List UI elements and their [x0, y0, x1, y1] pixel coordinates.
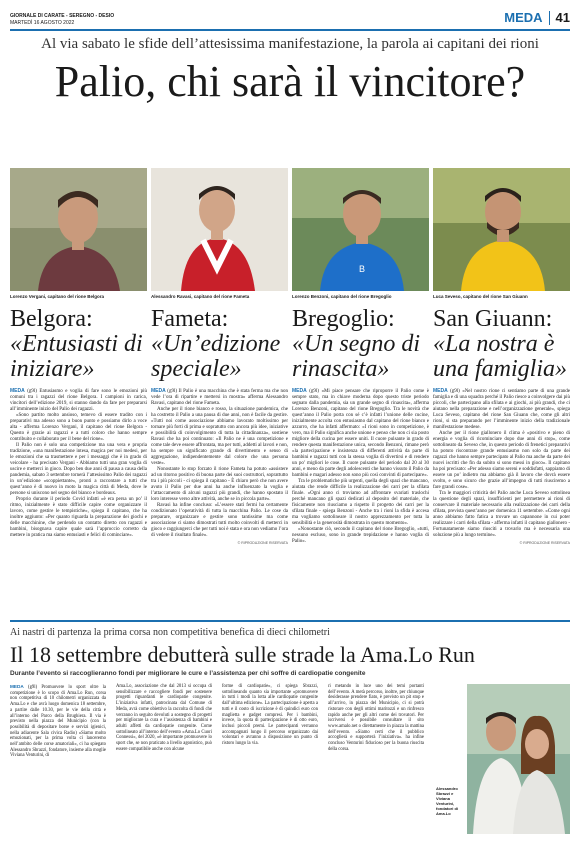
photo-caption: Lorenzo Vergani, capitano del rione Belgora [10, 294, 105, 299]
rione-title: Fameta: [151, 306, 229, 332]
paragraph: (g9l) Il Palio è una macchina che è stata ferma ma che non vede l’ora di ripartire e mettersi in mostra» afferma Alessandro Ravasi, capitano del rione Fameta. [151, 389, 288, 406]
location-tag: MEDA [292, 388, 307, 394]
paragraph: ri metando in luce uno dei temi portanti dell’evento. A metà percorso, inoltre, per chiunque desiderasse prendere fiato, è previsto un pit stop e all’arrivo, in piazza del Municipio, ci si potrà ristorare con degli ottimi maritozzi e un rinfresco rapido anche per gli altri come dei trovatori. Per iscriversi è possibile consultare il sito www.amalo.net o direttamente in piazza la mattina dell’evento. «Siamo certi che il pubblico accoglierà e supporterà l’iniziativa». ha infine concluso Venturini fiducioso per la buona riuscita della corsa. [328, 684, 424, 752]
secondary-kicker: Ai nastri di partenza la prima corsa non competitiva benefica di dieci chilometri [10, 627, 330, 638]
paragraph: «Nonostante ciò, secondo il capitano del rione Bregoglio, «tutti, nessuno escluso, sono in grande trepidazione e hanno voglia di Palio». [292, 527, 429, 544]
article-body [433, 388, 570, 539]
issue-date: MARTEDÌ 16 AGOSTO 2022 [10, 19, 75, 26]
location-tag: MEDA [10, 388, 25, 394]
masthead [10, 13, 114, 26]
rione-title: San Giuann: [433, 306, 553, 332]
section-divider [10, 620, 570, 622]
rione-title: Bregoglio: [292, 306, 395, 332]
paragraph: Anche per il rione giallonero il clima è «positivo e pieno di energia e voglia di ricominciare dopo due anni di stop», come sottolineato da Seveso che, in questo periodo di frenetici preparativi ha potuto riscontrare grande entusiasmo non solo da parte dei ragazzi che hanno sempre partecipato al Palio ma anche da parte dei nuovi iscritti che fin da subito si sono messi in gioco». Il capitano ha poi precisato: «Per adesso siamo sereni e soddisfatti, sappiamo di essere un po’ indietro ma abbiamo già il lavoro che dovrà essere svolto, e sono sicuro che grazie all’impegno di tutti riusciremo a fare grandi cose». [433, 431, 570, 490]
publication-name: GIORNALE DI CARATE - SEREGNO - DESIO [10, 13, 115, 19]
rione-quote: «Un’edizione speciale» [151, 331, 281, 382]
secondary-column-4 [328, 684, 424, 752]
article-body [10, 388, 147, 539]
paragraph: (g9l) Entusiasmo e voglia di fare sono le emozioni più comuni tra i ragazzi del rione Belgora. I campioni in carica, vincitori dell’edizione 2019, si stanno dando da fare per prepararsi all’imminente inizio del Palio dei ragazzi. [10, 389, 147, 412]
photo-alessandro-ravasi [151, 168, 288, 291]
article-body [222, 684, 318, 747]
paragraph: Il Palio non è solo una competizione ma una vera e propria tradizione, «una manifestazione intesa, magica per noi medesi, per le emozioni che sa trasmettere e per i messaggi che è in grado di veicolare - ha precisato Vergani - Abbiamo tutti una gran voglia di uscire e metterci in gioco. Dopo ben due anni di pausa a causa della pandemia, sabato 3 settembre tornerà l’attesissimo Palio dei ragazzi in un’edizione «scoppiettante», pronti a raccontare a tutti che quest’anno è di nuovo in moto la magica città di Meda, dove le persone si uniscono nel segno del bianco e bordeaux. [10, 443, 147, 496]
location-tag: MEDA [433, 388, 448, 394]
paragraph: Tra le maggiori criticità del Palio anche Luca Seveso sottolinea la questione degli spazi, insufficienti per permettere ai rioni di conservare il materiale necessario alla realizzazione dei carri della sfilata, prevista quest’anno per domenica 11 settembre. «Come ogni anno abbiamo fatto fatica a trovare un capannone in cui poter realizzare i carri della sfilata - afferma infatti il capitano giallonero - Fortunatamente siamo riusciti a trovarlo ma è necessaria una soluzione più a lungo termine». [433, 491, 570, 538]
secondary-photo-caption: Alessandro Sbrazzi e Viviana Venturini, fondatori di Ama.Lo [436, 786, 458, 816]
article-bregoglio [292, 168, 429, 545]
photo-caption: Alessandro Ravasi, capitano del rione Fameta [151, 294, 250, 299]
page-marker [504, 10, 570, 25]
paragraph: (g9l) Promuovere lo sport oltre la competizione è lo scopo di Ama.Lo Run, corsa non competitiva di 10 chilometri organizzata da Ama.Lo e che avrà luogo domenica 18 settembre, a partire dalle 10.30, per le vie della città e all’interno del Parco della Brughiera. Il via è previsto nella piazza del Municipio (con la possibilità di depositare borse e servizi igienici, nella adiacente Sala civica Radio) «Siamo molto emozionati, per la prima volta ci lanceremo nell’ambito delle corse amatoriali», ci ha spiegato Alessandro Sbrazzi, fondatore, insieme alla moglie Viviana Venturini, di [10, 685, 106, 759]
article-belgora [10, 168, 147, 539]
main-kicker: Al via sabato le sfide dell’attesissima manifestazione, la parola ai capitani dei rioni [41, 36, 539, 52]
secondary-standfirst: Durante l’evento si raccoglieranno fondi per migliorare le cure e l’assistenza per chi soffre di cardiopatie congenite [10, 670, 366, 677]
paragraph: Proprio durante il periodo Covid infatti «è era persa un po’ il ritmo, inizialmente è stato difficile capire come organizzare il lavoro, come gestire le tempistiche», spiega il capitano, che ha inoltre aggiunto: «Per quanto riguarda la preparazione dei giochi e delle macchinine, che perdendo un contatto diretto con ragazzi e bambini, bisognava capire quale sarà l’approccio corretto da mettere in pratica ma siamo entusiasti e felici di cominciare». [10, 497, 147, 538]
paragraph: forme di cardiopatie», ci spiega Sbrazzi, sottolineando quanto sia importante «promuovere in tutti i modi la lotta alle cardiopatie congenite dall’ultima edizione». La partecipazione è aperta a tutti e il costo di iscrizione è di quindici euro con maglietta e gadget compresi. Per i bambini, invece, la quota di partecipazione è di otto euro, inclusi piccoli premi. Le partecipanti verranno accompagnati lungo il percorso organizzato dai volontari e avranno a disposizione un punto di ristoro lungo la via. [222, 684, 318, 747]
location-tag: MEDA [151, 388, 166, 394]
svg-text:B: B [358, 264, 366, 274]
copyright-note: © RIPRODUZIONE RISERVATA [519, 541, 570, 545]
paragraph: (g9l) «Mi piace pensare che riproporre il Palio come è sempre stato, ma in chiave moderna dopo questo triste periodo segnato dalla pandemia, sia un grande segno di rinascita», afferma Lorenzo Benzoni, capitano del rione Bregoglio. Tra le novità che quest’anno il Palio porta con sé c’è infatti l’unione delle cucine, inizialmente accolta con entusiasmo dal capitano del rione bianco e azzurro, che ha infatti affermato: «I rioni sono in competizione, è vero, ma il Palio significa anche unione e penso che non ci sia posto migliore della cucina per essere uniti. Il cuore pulsante in grado di rendere questa manifestazione unica, secondo Benzoni, rimane però «la partecipazione e insistenza di differenti attività da parte di bambini e ragazzi tutti con la stessa voglia di divertirsi e di rendere un po’ migliori le cose. Il cuore pulsante del periodo dal 20 al 30 anni, e meno da parte degli adolescenti che hanno vissuto il Palio da bambini e magari adesso non sono più così convinti di partecipare». [292, 389, 430, 478]
photo-lorenzo-benzoni [292, 168, 429, 291]
photo-caption: Lorenzo Benzoni, capitano del rione Bregoglio [292, 294, 392, 299]
article-body [116, 684, 212, 752]
photo-lorenzo-vergani [10, 168, 147, 291]
section-name: MEDA [504, 10, 543, 25]
paragraph: Nonostante lo stop forzato il rione Fameta ha potuto «assistere ad un ritorno positivo di buona parte dei suoi costruttori, soprattutto tra i più piccoli - ci spiega il capitano - È chiaro però che non avere avuto il Palio per due anni ha anche influenzato la voglia e l’attaccamento di alcuni ragazzi più grandi, che hanno spostato il loro interesse verso altre attività, anche se in piccola parte». [151, 467, 288, 502]
page-header [10, 10, 570, 32]
article-body [292, 388, 429, 545]
secondary-column-1 [10, 684, 106, 759]
photo-luca-seveso [433, 168, 570, 291]
rione-quote: «Entusiasti di iniziare» [10, 331, 143, 382]
article-body [151, 388, 288, 539]
section-separator [549, 11, 550, 25]
article-san-giuann [433, 168, 570, 545]
copyright-note: © RIPRODUZIONE RISERVATA [237, 541, 288, 545]
page-number: 41 [555, 10, 570, 25]
location-tag: MEDA [10, 684, 24, 689]
header-rule [10, 29, 570, 31]
rione-title: Belgora: [10, 306, 93, 332]
photo-caption: Luca Seveso, capitano del rione San Giuann [433, 294, 528, 299]
rione-quote: «Un segno di rinascita» [292, 331, 420, 382]
paragraph: Anche per il rione bianco e rosso, la situazione pandemica, che ha costretto il Palio a una pausa di due anni, non è facile da gestire. «Tutti noi come associazione abbiamo lavorato moltissimo per tornare più forti di prima e sopratutto con ancora più idee, iniziative e possibilità di coinvolgimento di tutta la cittadinanza», sostiene Ravasi che ha poi continuato: «Il Palio ne è una competizione e come tale deve essere affrontata, ma per tutti, addetti al lavori e non, ha sempre un significato grande di divertimento e senso di aggregazione, indipendentemente dal colore che una persona veste». [151, 407, 288, 466]
secondary-headline: Il 18 settembre debutterà sulle strade la Ama.Lo Run [10, 642, 475, 667]
article-body [10, 684, 106, 759]
article-fameta [151, 168, 288, 545]
secondary-column-2 [116, 684, 212, 752]
photo-founders [467, 684, 570, 834]
article-body [328, 684, 424, 752]
secondary-column-3 [222, 684, 318, 747]
rione-quote: «La nostra è una famiglia» [433, 331, 568, 382]
paragraph: Tra le problematiche più urgenti, quella degli spazi che mancano, aiutata che rende difficile la realizzazione dei carri per la sfilata finale. «Ogni anno ci troviamo ad affrontare svariati traslochi perché mancano gli spazi dedicati al deposito del materiale, che fisicamente non riusciamo a rispetto il progetto dei carri per la sfilata finale - spiega Benzoni - Anche tra i rioni la sfida è accesa ma vogliamo sottolineare il nostro apprezzamento per tutta la sensibilità e la generosità dimostrata in questo momento». [292, 479, 429, 526]
paragraph: Ama.Lo, associazione che dal 2013 si occupa di sensibilizzare e raccogliere fondi per sostenere progetti riguardanti le cardiopatie congenite. L’iniziativa infatti, patrocinata dal Comune di Meda, avrà come obiettivo la raccolta di fondi che verranno in seguito devoluti a sostegno di progetti per migliorare la cura e l’assistenza di bambini e adulti affetti da cardiopatie congenite. Come sottolineato all’interno dell’evento «Ama.Lo Cuori Connessi», del 2020, «è importante promuovere lo sport che, se non praticato a livello agonistico, può essere compatibile anche con alcune [116, 684, 212, 752]
paragraph: Ravasi ha infine concluso: «L’essere stati fermi ha certamente condizionato l’operatività di tutta la macchina Palio. Le cose da preparare, organizzare e gestire sono tantissime ma come associazione ci siamo dimostrati tutti molto coinvolti di metterci in gioco e raggiungerci che per tutti noi è stata e ora non vediamo l’ora di vedere il risultato finale». [151, 503, 288, 538]
paragraph: «Sono partito molto ansioso, temevo di essere tradito con i preparativi ma adesso sono a buon punto e possiamo dirlo a voce alta - afferma Lorenzo Vergani, il capitano del rione Belgora - Questo è grazie ai ragazzi e a tutti coloro che hanno sempre contribuito e collaborato per il bene del rione». [10, 413, 147, 442]
main-headline: Palio, chi sarà il vincitore? [54, 57, 526, 106]
paragraph: (g9l) «Nel nostro rione ci sentiamo parte di una grande famiglia e di una squadra perché il Palio riesce a coinvolgere dai più piccoli, che partecipano alla sfilata e ai giochi, ai più grandi, che ci aiutano nella preparazione e nell’organizzazione generale», spiega Luca Seveso, capitano del rione San Giuann che, come gli altri rioni, si sta preparando per l’imminente inizio della tradizionale manifestazione medese. [433, 389, 571, 430]
